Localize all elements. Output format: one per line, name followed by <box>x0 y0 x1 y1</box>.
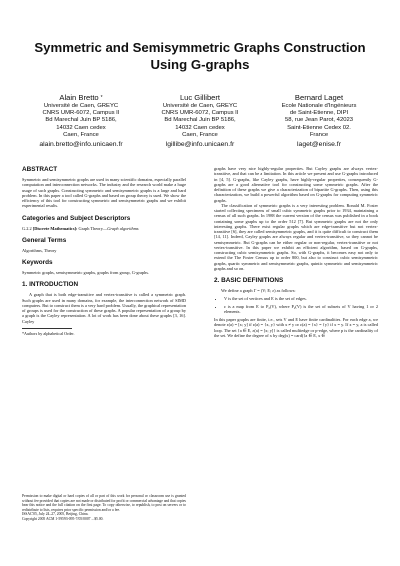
author-3 <box>260 93 378 149</box>
general-terms-heading: General Terms <box>22 236 67 244</box>
categories-text <box>22 226 186 231</box>
category-rest: Graph Theory— <box>78 225 108 231</box>
introduction-text: A graph that is both edge-transitive and vertex-transitive is called a symmetric graph. Such graphs are used in many domains, for example, the interconnection network of SIMD computers. But to construct them is a very hard problem. Usually, the graphical representation of groups is used for the construction of these graphs. A popular representation of a group by a graph is the Cayley representation. A lot of work has been done about these graphs [3, 16]. Cayley <box>22 292 186 324</box>
footnote-mark: * <box>100 95 103 101</box>
footnote: *Authors by alphabetical Order. <box>22 330 75 336</box>
affiliation-line: Bd Marechal Juin BP 5186, <box>45 117 117 124</box>
affiliation-line: Caen, France <box>182 131 218 138</box>
author-email: alain.bretto@info.unicaen.fr <box>39 141 123 149</box>
paper-title: Symmetric and Semisymmetric Graphs Construction Using G-graphs <box>34 40 366 72</box>
footnote-rule <box>22 328 72 329</box>
affiliation-line: de Saint-Etienne, DIPI <box>289 110 349 117</box>
basic-definitions-heading: 2. BASIC DEFINITIONS <box>214 277 284 284</box>
copyright-line: Copyright 2005 ACM 1-59593-095-7/05/0007 ...$5.00. <box>22 516 104 521</box>
keywords-text: Symmetric graphs, semisymmetric graphs, graphs from group, G-graphs. <box>22 270 150 275</box>
affiliation-line: Université de Caen, GREYC <box>162 103 238 109</box>
left-column <box>22 166 186 336</box>
keywords-heading: Keywords <box>22 259 53 266</box>
author-name: Luc Gillibert <box>179 93 221 102</box>
affiliation-line: France <box>309 131 329 138</box>
affiliation-line: 14032 Caen cedex <box>56 124 106 131</box>
affiliation-line: Caen, France <box>63 131 99 138</box>
affiliation-line: Université de Caen, GREYC <box>43 103 119 109</box>
category-code: G.2.2 <box>22 225 32 231</box>
permission-text: Permission to make digital or hard copies of all or part of this work for personal or classroom use is granted without fee provided that copies are not made or distributed for profit or commercial advantage and that copies bear this notice and the full citation on the first page. To copy otherwise, to republish, to post on servers or to redistribute to lists, requires prior specific permission and/or a fee. <box>22 494 186 512</box>
basic-definitions-lead: We define a graph Γ = (V; E; ε) as follows: <box>221 288 296 293</box>
definition-list <box>214 296 378 314</box>
general-terms-text: Algorithms, Theory <box>22 247 57 253</box>
affiliation-line: Ecole Nationale d'Ingénieurs <box>281 103 357 109</box>
author-2 <box>141 93 259 149</box>
definition-item: • ε is a map from E to P₂(V), where P₂(V) is the set of subsets of V having 1 or 2 elements. <box>224 304 378 315</box>
author-email: lgillibe@info.unicaen.fr <box>165 141 235 149</box>
category-italic: Graph algorithms <box>107 225 139 231</box>
categories-heading: Categories and Subject Descriptors <box>22 214 131 222</box>
affiliation-line: Saint-Etienne Cedex 02. <box>287 124 351 131</box>
conference-venue: ISSAC'05, July 24–27, 2005, Beijing, China. <box>22 512 89 517</box>
affiliation-line: CNRS UMR-6072, Campus II <box>42 110 120 117</box>
abstract-heading: ABSTRACT <box>22 166 58 173</box>
affiliation-line: CNRS UMR-6072, Campus II <box>161 110 239 117</box>
introduction-heading: 1. INTRODUCTION <box>22 281 79 289</box>
author-1 <box>22 93 140 149</box>
author-name: Alain Bretto <box>59 93 99 102</box>
intro-continued: graphs have very nice highly-regular properties. But Cayley graphs are always vertex-transitive, and that can be a limitation. In this article we present and use G-graphs introduced in [4, 5]. G-graphs, like Cayley graphs, have highly-regular properties, consequently G-graphs are a good alternative tool for constructing some symmetric graphs. After the definition of these graphs we give a characterization of bipartite G-graphs. Then, using this characterization, we build a powerful algorithm based on G-graphs for computing symmetric graphs. <box>214 166 378 203</box>
author-email: laget@enise.fr <box>297 141 341 149</box>
abstract-text: Symmetric and semisymmetric graphs are used in many scientific domains, especially parallel computation and interconnection networks. The industry and the research world make a huge usage of such graphs. Constructing symmetric and semisymmetric graphs is a large and hard problem. In this paper a tool called G-graphs and based on group theory is used. We show the efficiency of this tool for constructing symmetric and semisymmetric graphs and we exhibit experimental results. <box>22 177 186 209</box>
author-block <box>22 93 378 149</box>
right-column <box>214 166 378 338</box>
affiliation-line: 14032 Caen cedex <box>175 124 225 131</box>
basic-definitions-text: In this paper graphs are finite, i.e., sets V and E have finite cardinalities. For each edge a, we denote ε(a) = [x; y] if ε(a) = {x, y} with x ≠ y or ε(a) = {x} = {y} if x = y. If x = y, a is called loop. The set {a ∈ E, ε(a) = [x; y]} is called multiedge or p-edge, where p is the cardinality of the set. We define the degree of x by deg(x) = card({a ∈ E, x ∈ <box>214 317 378 338</box>
permission-notice <box>22 494 186 522</box>
category-name: [Discrete Mathematics]: <box>32 225 78 231</box>
intro-paragraph-2: The classification of symmetric graphs is a very interesting problem. Ronald M. Foster started collecting specimens of small cubic symmetric graphs prior to 1934, maintaining a census of all such graphs. In 1988 the current version of the census was published in a book containing some graphs up to the order 512 [7]. But symmetric graphs are not the only interesting graphs. There exist regular graphs which are edge-transitive but not vertex-transitive [6], they are called semisymmetric graphs, and it is quite difficult to construct them [14, 11]. Indeed, Cayley graphs are always regular and vertex-transitive, so they cannot be semisymmetric. But G-graphs can be either regular or non-regular, vertex-transitive or not vertex-transitive. In this paper we exhibit an efficient algorithm, based on G-graphs, constructing cubic semisymmetric graphs. So, with G-graphs, it becomes easy not only to extend the The Foster Census up to order 800, but also to construct cubic semisymmetric graphs, quartic symmetric and semisymmetric graphs, quintic symmetric and semisymmetric graphs and so on. <box>214 202 378 271</box>
author-name: Bernard Laget <box>294 93 344 102</box>
affiliation-line: Bd Marechal Juin BP 5186, <box>164 117 236 124</box>
affiliation-line: 58, rue Jean Parot, 42023 <box>284 117 354 124</box>
definition-item: • V is the set of vertices and E is the set of edges. <box>224 296 378 301</box>
